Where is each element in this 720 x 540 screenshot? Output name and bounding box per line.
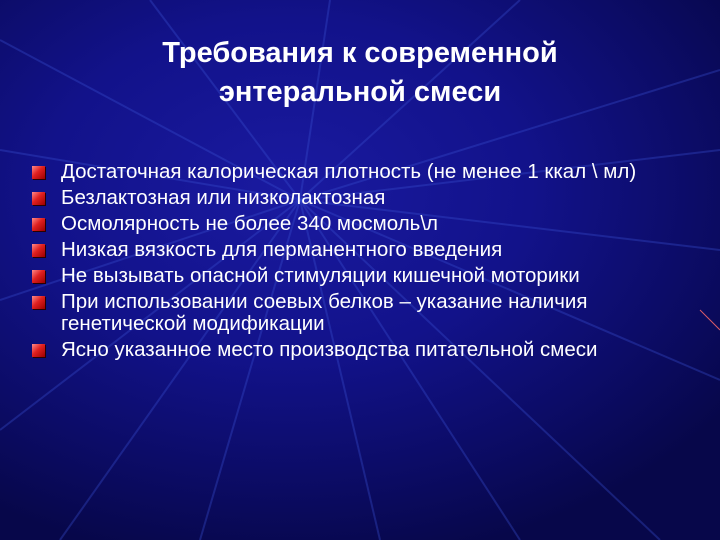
square-bullet-icon [32, 244, 45, 257]
square-bullet-icon [32, 296, 45, 309]
bullet-list [32, 161, 672, 365]
bullet-text: Не вызывать опасной стимуляции кишечной моторики [61, 264, 580, 287]
bullet-text: Безлактозная или низколактозная [61, 186, 386, 209]
bullet-item [32, 291, 672, 334]
slide-title-line: Требования к современной [162, 37, 558, 69]
slide-title-line: энтеральной смеси [218, 76, 502, 108]
bullet-item [32, 339, 672, 361]
square-bullet-icon [32, 192, 45, 205]
square-bullet-icon [32, 218, 45, 231]
bullet-text: Осмолярность не более 340 мосмоль\л [61, 212, 438, 235]
bullet-item [32, 239, 672, 261]
bullet-item [32, 265, 672, 287]
bullet-item [32, 161, 672, 183]
bullet-text: При использовании соевых белков – указание наличия генетической модификации [61, 290, 588, 335]
bullet-text: Ясно указанное место производства питательной смеси [61, 337, 598, 361]
bullet-item [32, 187, 672, 209]
slide-title [110, 34, 610, 112]
square-bullet-icon [32, 166, 45, 179]
bullet-text: Низкая вязкость для перманентного введения [61, 238, 503, 261]
square-bullet-icon [32, 270, 45, 283]
square-bullet-icon [32, 344, 45, 357]
bullet-text: Достаточная калорическая плотность (не менее 1 ккал \ мл) [61, 160, 637, 183]
bullet-item [32, 213, 672, 235]
